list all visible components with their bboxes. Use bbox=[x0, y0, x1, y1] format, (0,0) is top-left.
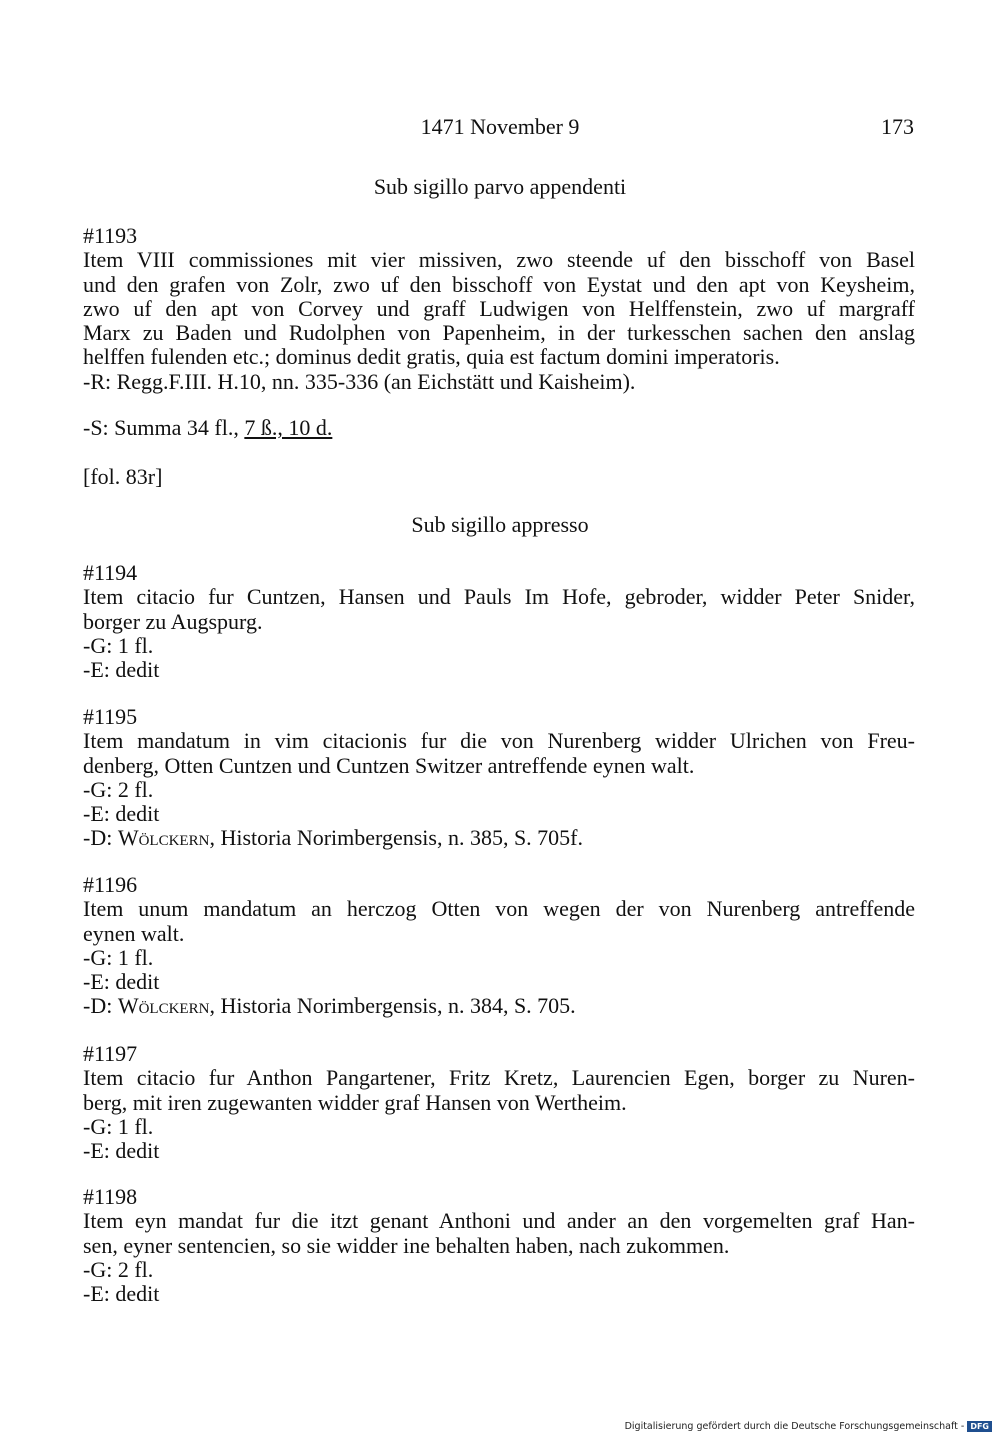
folio-marker: [fol. 83r] bbox=[83, 464, 163, 489]
entry-text-line: und den grafen von Zolr, zwo uf den bisschoff von Eystat und den apt von Keysheim, bbox=[83, 271, 915, 297]
entry-text-line: denberg, Otten Cuntzen und Cuntzen Switzer antreffende eynen walt. bbox=[83, 752, 695, 778]
edition-author: Wölckern bbox=[117, 825, 210, 851]
entry-fee: -G: 1 fl. bbox=[83, 1113, 154, 1139]
entry-1193 bbox=[83, 224, 915, 394]
dfg-logo: DFG bbox=[967, 1421, 992, 1432]
entry-1196 bbox=[83, 873, 915, 1019]
entry-id: #1198 bbox=[83, 1184, 138, 1209]
entry-status: -E: dedit bbox=[83, 1138, 160, 1164]
entry-text-line: Item mandatum in vim citacionis fur die von Nurenberg widder Ulrichen von Freu- bbox=[83, 728, 915, 754]
footer-credit bbox=[625, 1421, 992, 1432]
entry-id: #1195 bbox=[83, 704, 138, 729]
entry-1194 bbox=[83, 561, 915, 682]
entry-status: -E: dedit bbox=[83, 801, 160, 827]
entry-text-line: berg, mit iren zugewanten widder graf Hansen von Wertheim. bbox=[83, 1089, 627, 1115]
edition-prefix: -D: bbox=[83, 825, 118, 851]
entry-1197 bbox=[83, 1042, 915, 1163]
entry-text-line: eynen walt. bbox=[83, 920, 185, 946]
entry-status: -E: dedit bbox=[83, 1281, 160, 1307]
entry-reference: -R: Regg.F.III. H.10, nn. 335-336 (an Eichstätt und Kaisheim). bbox=[83, 368, 636, 394]
entry-edition bbox=[83, 826, 915, 850]
entry-text-line: Marx zu Baden und Rudolphen von Papenheim, in der turkesschen sachen den anslag bbox=[83, 320, 915, 346]
entry-id: #1197 bbox=[83, 1041, 138, 1066]
page-number: 173 bbox=[881, 114, 914, 139]
entry-text-line: Item VIII commissiones mit vier missiven, zwo steende uf den bisschoff von Basel bbox=[83, 247, 915, 273]
edition-rest: , Historia Norimbergensis, n. 385, S. 705f. bbox=[209, 825, 584, 851]
entry-id: #1196 bbox=[83, 872, 138, 897]
entry-text-line: sen, eyner sentencien, so sie widder ine behalten haben, nach zukommen. bbox=[83, 1232, 730, 1258]
entry-id: #1193 bbox=[83, 223, 138, 248]
entry-text-line: helffen fulenden etc.; dominus dedit gratis, quia est factum domini imperatoris. bbox=[83, 344, 780, 370]
footer-text: Digitalisierung gefördert durch die Deutsche Forschungsgemeinschaft - bbox=[624, 1421, 965, 1432]
edition-author: Wölckern bbox=[117, 993, 210, 1019]
entry-text-line: Item unum mandatum an herczog Otten von wegen der von Nurenberg antreffende bbox=[83, 896, 915, 922]
entry-status: -E: dedit bbox=[83, 969, 160, 995]
entry-text-line: Item eyn mandat fur die itzt genant Anthoni und ander an den vorgemelten graf Han- bbox=[83, 1208, 915, 1234]
summa-line bbox=[83, 416, 915, 440]
entry-text-line: borger zu Augspurg. bbox=[83, 608, 263, 634]
entry-text-line: zwo uf den apt von Corvey und graff Ludwigen von Helffenstein, zwo uf margraff bbox=[83, 295, 915, 321]
entry-text-line: Item citacio fur Anthon Pangartener, Fritz Kretz, Laurencien Egen, borger zu Nuren- bbox=[83, 1065, 915, 1091]
entry-text-line: Item citacio fur Cuntzen, Hansen und Pauls Im Hofe, gebroder, widder Peter Snider, bbox=[83, 584, 915, 610]
entry-fee: -G: 1 fl. bbox=[83, 944, 154, 970]
edition-prefix: -D: bbox=[83, 993, 118, 1019]
edition-rest: , Historia Norimbergensis, n. 384, S. 705. bbox=[209, 993, 576, 1019]
entry-1195 bbox=[83, 705, 915, 851]
summa-prefix: -S: Summa 34 fl., bbox=[83, 415, 245, 440]
section-title-parvo: Sub sigillo parvo appendenti bbox=[373, 174, 627, 199]
entry-id: #1194 bbox=[83, 560, 138, 585]
entry-fee: -G: 2 fl. bbox=[83, 1256, 154, 1282]
entry-fee: -G: 2 fl. bbox=[83, 776, 154, 802]
entry-fee: -G: 1 fl. bbox=[83, 632, 154, 658]
entry-1198 bbox=[83, 1185, 915, 1306]
section-title-appresso: Sub sigillo appresso bbox=[411, 512, 589, 537]
entry-edition bbox=[83, 994, 915, 1018]
header-date: 1471 November 9 bbox=[420, 114, 580, 139]
entry-status: -E: dedit bbox=[83, 657, 160, 683]
summa-underlined: 7 ß., 10 d. bbox=[244, 415, 333, 440]
